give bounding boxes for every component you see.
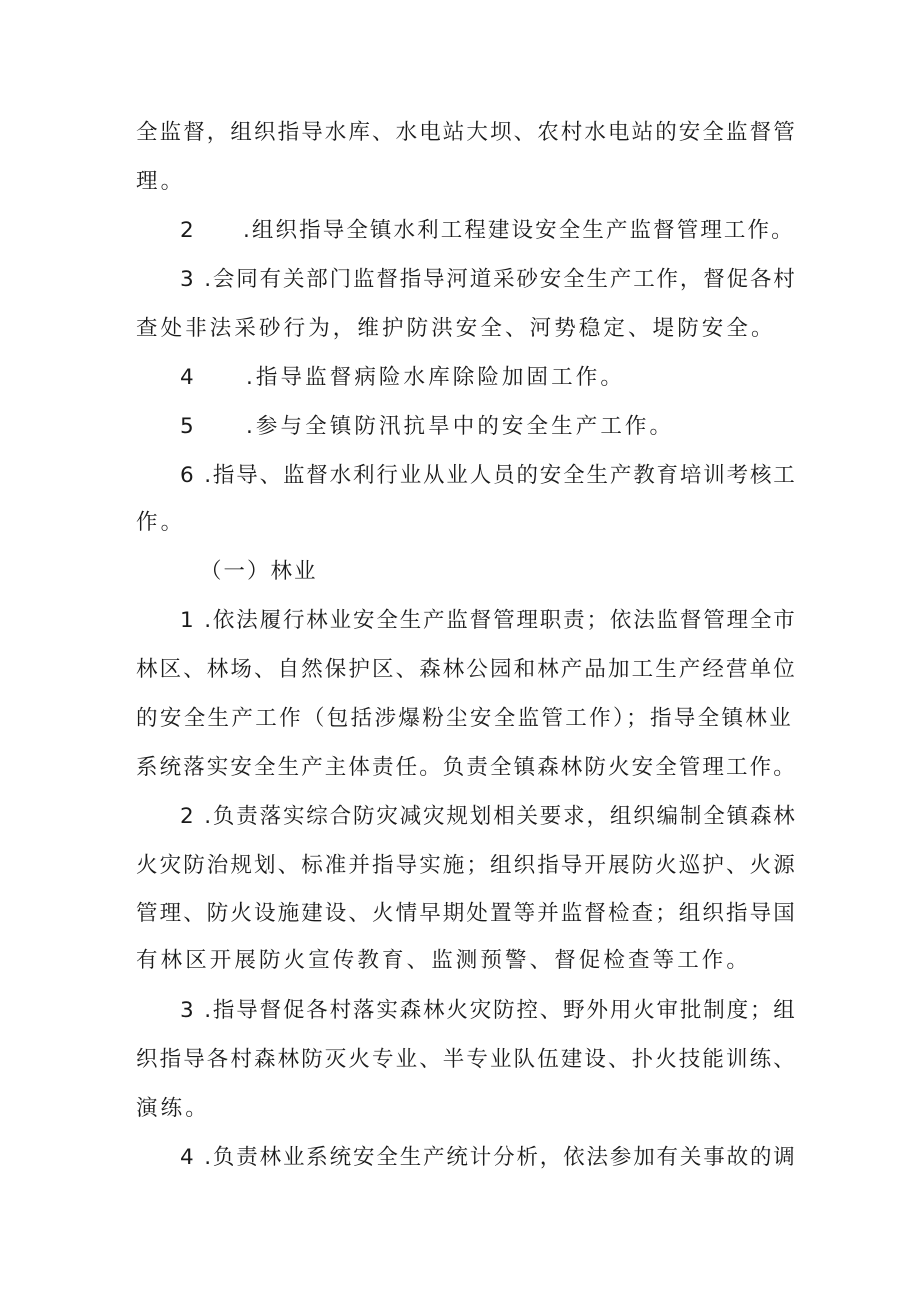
paragraph-line: 火灾防治规划、标准并指导实施；组织指导开展防火巡护、火源 bbox=[136, 853, 797, 878]
item-4-forestry: 4 .负责林业系统安全生产统计分析，依法参加有关事故的调 bbox=[180, 1145, 797, 1170]
paragraph-line: 全监督，组织指导水库、水电站大坝、农村水电站的安全监督管 bbox=[136, 120, 797, 145]
item-2-forestry: 2 .负责落实综合防灾减灾规划相关要求，组织编制全镇森林 bbox=[180, 804, 797, 829]
item-4-water: 4 .指导监督病险水库除险加固工作。 bbox=[180, 365, 625, 390]
paragraph-line: 织指导各村森林防灭火专业、半专业队伍建设、扑火技能训练、 bbox=[136, 1047, 797, 1072]
paragraph-line: 理。 bbox=[136, 169, 186, 194]
paragraph-line: 系统落实安全生产主体责任。负责全镇森林防火安全管理工作。 bbox=[136, 755, 797, 780]
paragraph-line: 的安全生产工作（包括涉爆粉尘安全监管工作）；指导全镇林业 bbox=[136, 706, 794, 731]
item-3-forestry: 3 .指导督促各村落实森林火灾防控、野外用火审批制度；组 bbox=[180, 998, 797, 1023]
paragraph-line: 管理、防火设施建设、火情早期处置等并监督检查；组织指导国 bbox=[136, 901, 797, 926]
paragraph-line: 演练。 bbox=[136, 1096, 210, 1121]
item-5-water: 5 .参与全镇防汛抗旱中的安全生产工作。 bbox=[180, 414, 675, 439]
section-heading-forestry: （一）林业 bbox=[200, 559, 318, 584]
paragraph-line: 有林区开展防火宣传教育、监测预警、督促检查等工作。 bbox=[136, 948, 752, 973]
paragraph-line: 林区、林场、自然保护区、森林公园和林产品加工生产经营单位 bbox=[136, 657, 797, 682]
item-2-water: 2 .组织指导全镇水利工程建设安全生产监督管理工作。 bbox=[180, 218, 795, 243]
item-3-water: 3 .会同有关部门监督指导河道采砂安全生产工作，督促各村 bbox=[180, 267, 797, 292]
item-1-forestry: 1 .依法履行林业安全生产监督管理职责；依法监督管理全市 bbox=[180, 608, 797, 633]
paragraph-line: 查处非法采砂行为，维护防洪安全、河势稳定、堤防安全。 bbox=[136, 316, 776, 341]
paragraph-line: 作。 bbox=[136, 510, 186, 535]
item-6-water: 6 .指导、监督水利行业从业人员的安全生产教育培训考核工 bbox=[180, 463, 797, 488]
